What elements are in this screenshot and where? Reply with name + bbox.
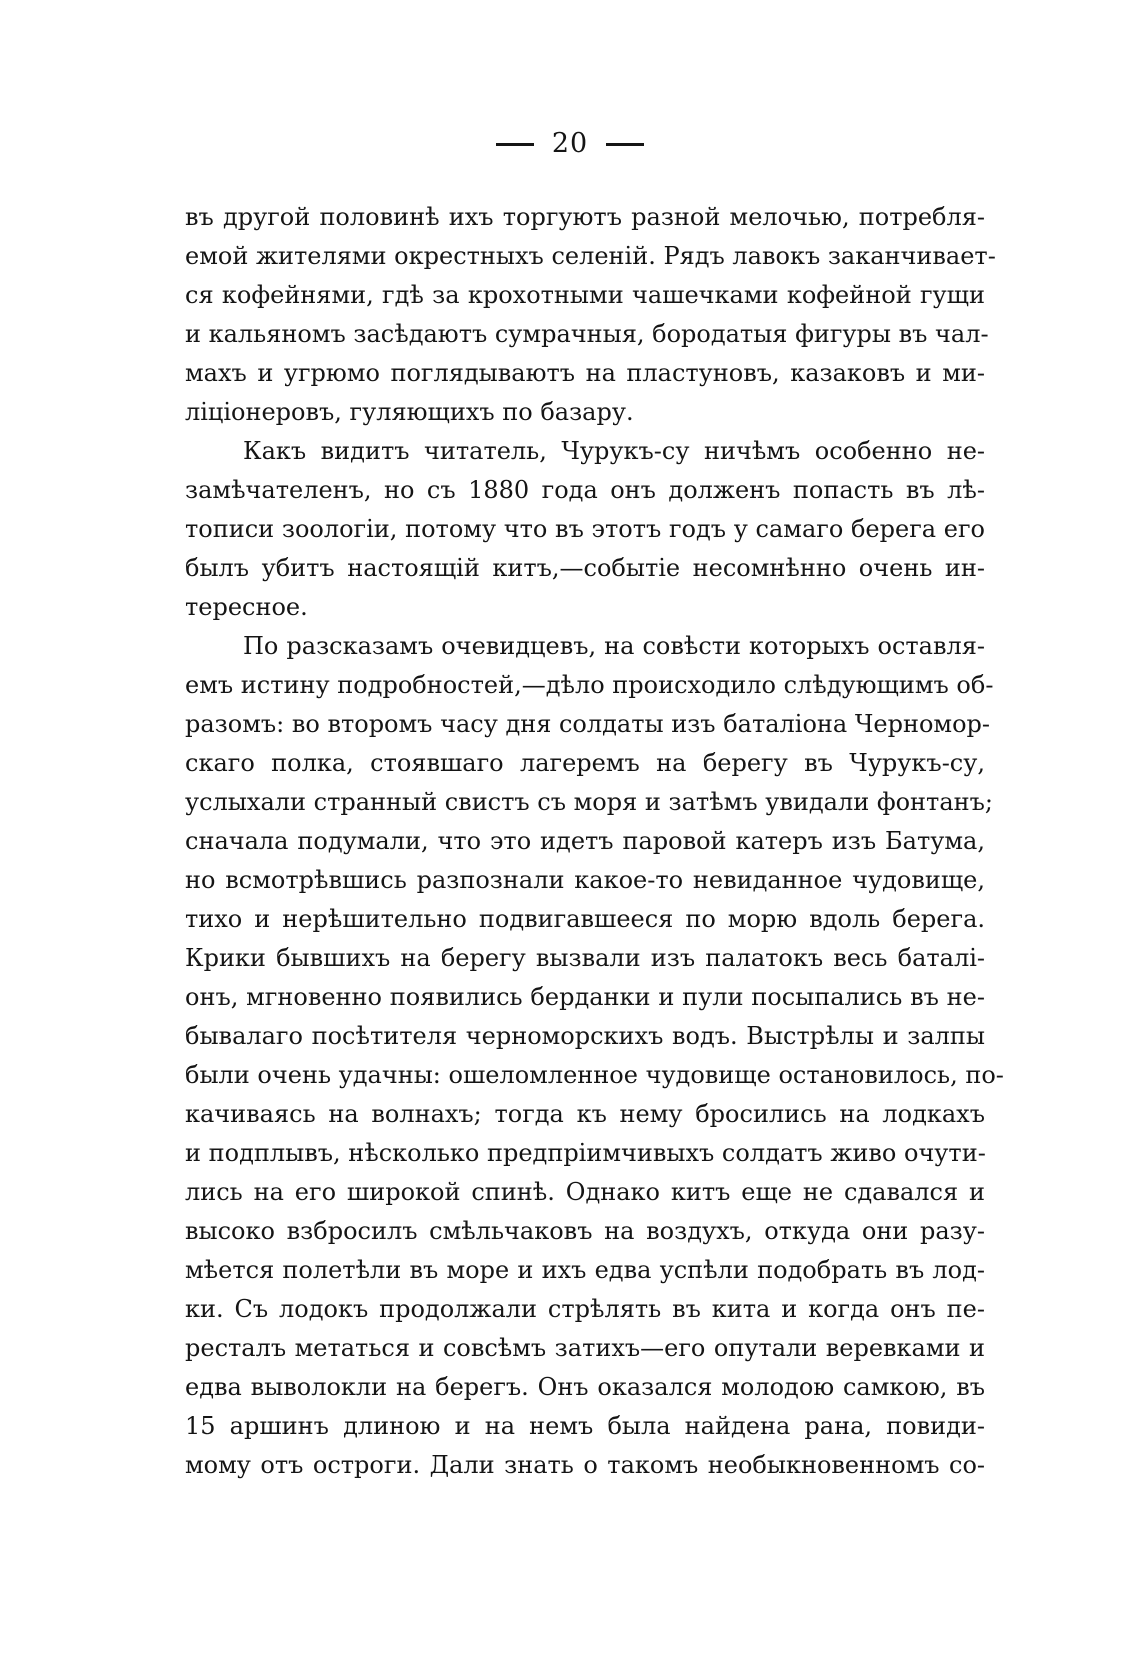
text-line: въ другой половинѣ ихъ торгуютъ разной мелочью, потребля-: [185, 203, 985, 231]
body-text: [185, 198, 1004, 1485]
text-line: емъ истину подробностей,—дѣло происходило слѣдующимъ об-: [185, 671, 994, 699]
text-line: мому отъ остроги. Дали знать о такомъ необыкновенномъ со-: [185, 1451, 985, 1479]
right-dash: [606, 143, 644, 146]
text-line: Крики бывшихъ на берегу вызвали изъ палатокъ весь баталі-: [185, 944, 985, 972]
text-line: но всмотрѣвшись разпознали какое-то невиданное чудовище,: [185, 866, 985, 894]
text-line: емой жителями окрестныхъ селеній. Рядъ лавокъ заканчивает-: [185, 242, 996, 270]
page-number: [0, 128, 1140, 159]
text-line: мѣется полетѣли въ море и ихъ едва успѣли подобрать въ лод-: [185, 1256, 985, 1284]
text-line: былъ убитъ настоящій китъ,—событіе несомнѣнно очень ин-: [185, 554, 985, 582]
text-line: онъ, мгновенно появились берданки и пули посыпались въ не-: [185, 983, 985, 1011]
text-line: качиваясь на волнахъ; тогда къ нему бросились на лодкахъ: [185, 1100, 985, 1128]
text-line: бывалаго посѣтителя черноморскихъ водъ. Выстрѣлы и залпы: [185, 1022, 985, 1050]
text-line: тихо и нерѣшительно подвигавшееся по морю вдоль берега.: [185, 905, 985, 933]
text-line: ліціонеровъ, гуляющихъ по базару.: [185, 398, 634, 426]
text-line: махъ и угрюмо поглядываютъ на пластуновъ, казаковъ и ми-: [185, 359, 985, 387]
text-line: тересное.: [185, 593, 308, 621]
text-line: и подплывъ, нѣсколько предпріимчивыхъ солдатъ живо очути-: [185, 1139, 986, 1167]
text-line: услыхали странный свистъ съ моря и затѣмъ увидали фонтанъ;: [185, 788, 993, 816]
text-line: высоко взбросилъ смѣльчаковъ на воздухъ, откуда они разу-: [185, 1217, 985, 1245]
page-number-value: 20: [551, 128, 589, 159]
text-line: были очень удачны: ошеломленное чудовище остановилось, по-: [185, 1061, 1004, 1089]
text-line: скаго полка, стоявшаго лагеремъ на берегу въ Чурукъ-су,: [185, 749, 985, 777]
text-line: ся кофейнями, гдѣ за крохотными чашечками кофейной гущи: [185, 281, 985, 309]
text-line: ки. Съ лодокъ продолжали стрѣлять въ кита и когда онъ пе-: [185, 1295, 985, 1323]
text-line: 15 аршинъ длиною и на немъ была найдена рана, повиди-: [185, 1412, 985, 1440]
paragraph-first-line: По разсказамъ очевидцевъ, на совѣсти которыхъ оставля-: [243, 632, 985, 660]
paragraph-first-line: Какъ видитъ читатель, Чурукъ-су ничѣмъ особенно не-: [243, 437, 985, 465]
text-line: и кальяномъ засѣдаютъ сумрачныя, бородатыя фигуры въ чал-: [185, 320, 989, 348]
left-dash: [496, 143, 534, 146]
text-line: тописи зоологіи, потому что въ этотъ годъ у самаго берега его: [185, 515, 985, 543]
text-line: едва выволокли на берегъ. Онъ оказался молодою самкою, въ: [185, 1373, 985, 1401]
text-line: сначала подумали, что это идетъ паровой катеръ изъ Батума,: [185, 827, 985, 855]
text-line: ресталъ метаться и совсѣмъ затихъ—его опутали веревками и: [185, 1334, 985, 1362]
text-line: лись на его широкой спинѣ. Однако китъ еще не сдавался и: [185, 1178, 985, 1206]
text-line: замѣчателенъ, но съ 1880 года онъ долженъ попасть въ лѣ-: [185, 476, 985, 504]
text-line: разомъ: во второмъ часу дня солдаты изъ баталіона Черномор-: [185, 710, 990, 738]
